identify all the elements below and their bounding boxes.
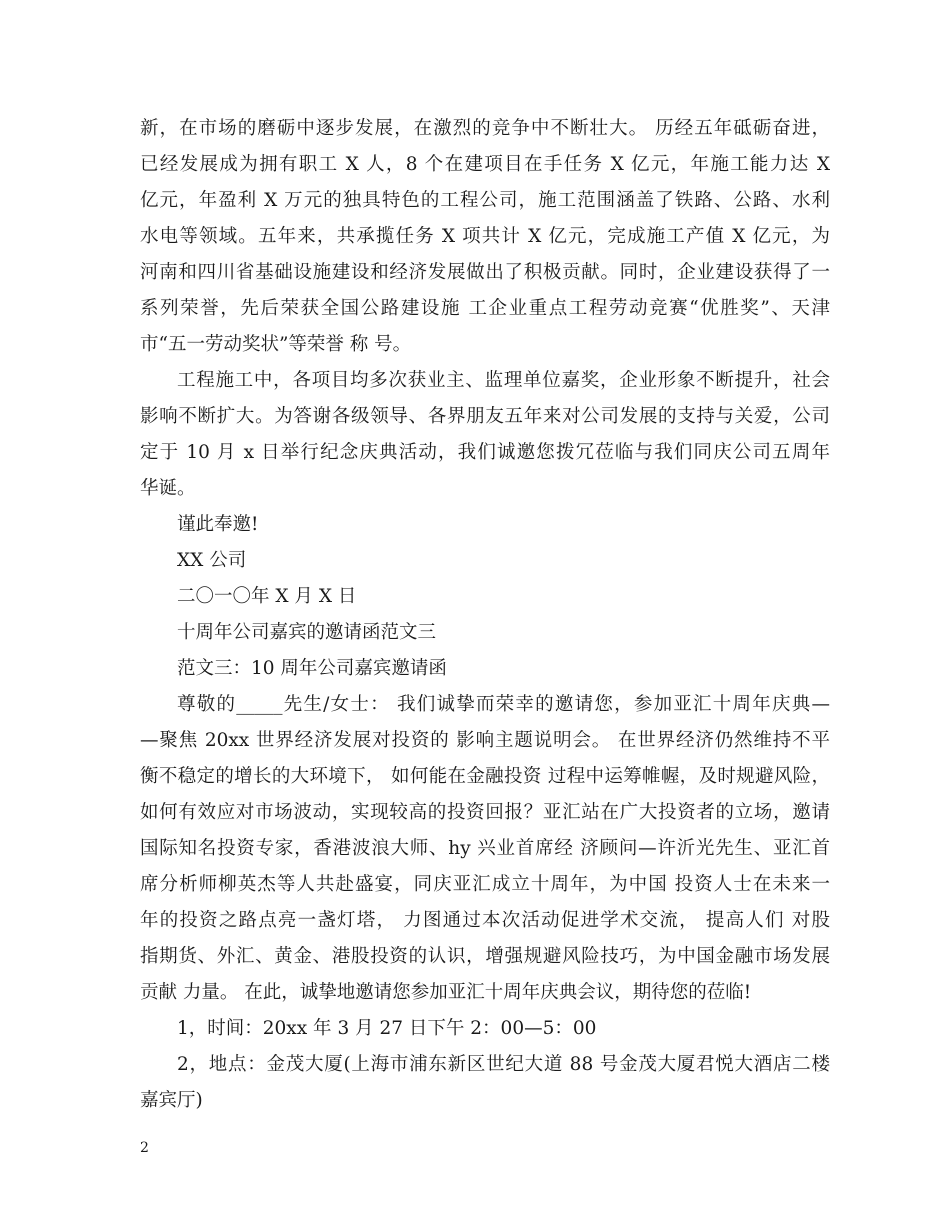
- paragraph-line: 定于 10 月 x 日举行纪念庆典活动，我们诚邀您拨冗莅临与我们同庆公司五周年: [140, 442, 830, 463]
- paragraph-line: 华诞。: [140, 478, 196, 499]
- letter-date: 二〇一〇年 X 月 X 日: [177, 586, 357, 607]
- paragraph-line: 影响不断扩大。为答谢各级领导、各界朋友五年来对公司发展的支持与关爱，公司: [140, 406, 830, 427]
- sub-title: 范文三：10 周年公司嘉宾邀请函: [177, 658, 447, 679]
- paragraph-line: 工程施工中，各项目均多次获业主、监理单位嘉奖，企业形象不断提升，社会: [177, 370, 830, 391]
- company-name: XX 公司: [177, 550, 247, 571]
- paragraph-line: 已经发展成为拥有职工 X 人，8 个在建项目在手任务 X 亿元，年施工能力达 X: [140, 154, 830, 175]
- list-item-location-cont: 嘉宾厅): [140, 1090, 203, 1111]
- paragraph-line: 新，在市场的磨砺中逐步发展，在激烈的竞争中不断壮大。 历经五年砥砺奋进，: [140, 118, 830, 139]
- paragraph-line: 席分析师柳英杰等人共赴盛宴，同庆亚汇成立十周年，为中国 投资人士在未来一: [140, 874, 830, 895]
- paragraph-line: 贡献 力量。 在此，诚挚地邀请您参加亚汇十周年庆典会议，期待您的莅临!: [140, 982, 752, 1003]
- paragraph-line: 亿元，年盈利 X 万元的独具特色的工程公司，施工范围涵盖了铁路、公路、水利: [140, 190, 830, 211]
- paragraph-line: 市“五一劳动奖状”等荣誉 称 号。: [140, 334, 412, 355]
- paragraph-line: 系列荣誉，先后荣获全国公路建设施 工企业重点工程劳动竞赛“优胜奖”、天津: [140, 298, 830, 319]
- paragraph-line: 河南和四川省基础设施建设和经济发展做出了积极贡献。同时，企业建设获得了一: [140, 262, 830, 283]
- paragraph-line: 水电等领域。五年来，共承揽任务 X 项共计 X 亿元，完成施工产值 X 亿元，为: [140, 226, 830, 247]
- paragraph-line: 衡不稳定的增长的大环境下， 如何能在金融投资 过程中运筹帷幄，及时规避风险，: [140, 766, 830, 787]
- section-title: 十周年公司嘉宾的邀请函范文三: [177, 622, 437, 643]
- paragraph-line: 指期货、外汇、黄金、港股投资的认识，增强规避风险技巧，为中国金融市场发展: [140, 946, 830, 967]
- paragraph-line: 尊敬的_____先生/女士： 我们诚挚而荣幸的邀请您，参加亚汇十周年庆典—: [177, 694, 830, 715]
- list-item-location: 2，地点：金茂大厦(上海市浦东新区世纪大道 88 号金茂大厦君悦大酒店二楼: [177, 1054, 830, 1075]
- paragraph-line: —聚焦 20xx 世界经济发展对投资的 影响主题说明会。 在世界经济仍然维持不平: [140, 730, 830, 751]
- paragraph-line: 国际知名投资专家，香港波浪大师、hy 兴业首席经 济顾问—许沂光先生、亚汇首: [140, 838, 830, 859]
- page-number: 2: [140, 1140, 149, 1156]
- paragraph-line: 年的投资之路点亮一盏灯塔， 力图通过本次活动促进学术交流， 提高人们 对股: [140, 910, 830, 931]
- closing-text: 谨此奉邀!: [177, 514, 259, 535]
- list-item-time: 1，时间：20xx 年 3 月 27 日下午 2：00—5：00: [177, 1018, 597, 1039]
- paragraph-line: 如何有效应对市场波动，实现较高的投资回报？亚汇站在广大投资者的立场，邀请: [140, 802, 830, 823]
